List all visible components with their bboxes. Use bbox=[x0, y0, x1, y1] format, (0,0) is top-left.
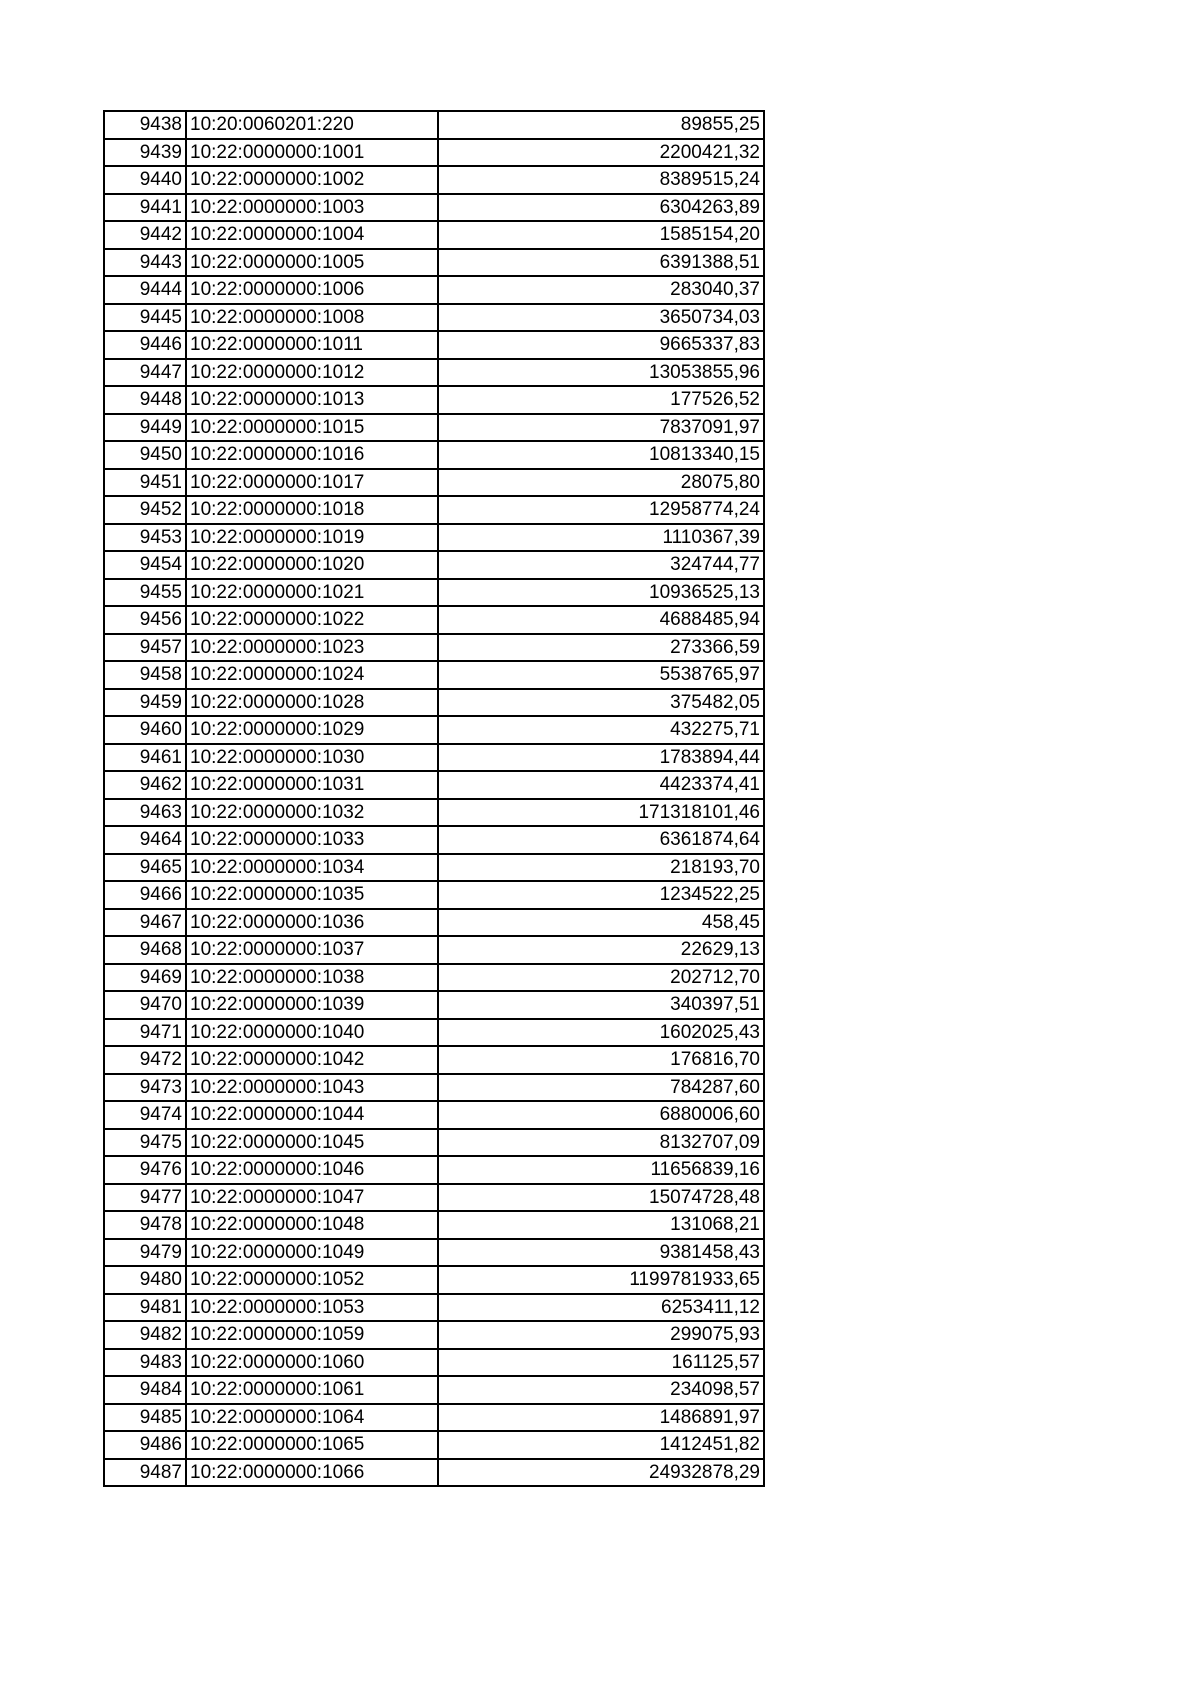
table-row bbox=[104, 1321, 764, 1349]
cadastral-number-cell: 10:22:0000000:1065 bbox=[186, 1431, 438, 1459]
value-cell: 10936525,13 bbox=[438, 579, 764, 607]
cadastral-number-cell: 10:22:0000000:1060 bbox=[186, 1349, 438, 1377]
row-number-cell: 9479 bbox=[104, 1239, 186, 1267]
table-row bbox=[104, 139, 764, 167]
row-number-cell: 9444 bbox=[104, 276, 186, 304]
value-cell: 1585154,20 bbox=[438, 221, 764, 249]
value-cell: 1110367,39 bbox=[438, 524, 764, 552]
row-number-cell: 9465 bbox=[104, 854, 186, 882]
table-row bbox=[104, 1266, 764, 1294]
cadastral-number-cell: 10:22:0000000:1004 bbox=[186, 221, 438, 249]
table-row bbox=[104, 496, 764, 524]
value-cell: 9665337,83 bbox=[438, 331, 764, 359]
value-cell: 11656839,16 bbox=[438, 1156, 764, 1184]
value-cell: 234098,57 bbox=[438, 1376, 764, 1404]
table-row bbox=[104, 1431, 764, 1459]
cadastral-number-cell: 10:22:0000000:1018 bbox=[186, 496, 438, 524]
value-cell: 4688485,94 bbox=[438, 606, 764, 634]
cadastral-number-cell: 10:22:0000000:1037 bbox=[186, 936, 438, 964]
value-cell: 1234522,25 bbox=[438, 881, 764, 909]
cadastral-number-cell: 10:22:0000000:1002 bbox=[186, 166, 438, 194]
table-row bbox=[104, 634, 764, 662]
row-number-cell: 9443 bbox=[104, 249, 186, 277]
value-cell: 432275,71 bbox=[438, 716, 764, 744]
row-number-cell: 9466 bbox=[104, 881, 186, 909]
cadastral-number-cell: 10:22:0000000:1006 bbox=[186, 276, 438, 304]
value-cell: 1602025,43 bbox=[438, 1019, 764, 1047]
cadastral-number-cell: 10:22:0000000:1061 bbox=[186, 1376, 438, 1404]
row-number-cell: 9470 bbox=[104, 991, 186, 1019]
value-cell: 4423374,41 bbox=[438, 771, 764, 799]
table-row bbox=[104, 1046, 764, 1074]
cadastral-number-cell: 10:22:0000000:1016 bbox=[186, 441, 438, 469]
row-number-cell: 9472 bbox=[104, 1046, 186, 1074]
value-cell: 1783894,44 bbox=[438, 744, 764, 772]
table-row bbox=[104, 826, 764, 854]
row-number-cell: 9445 bbox=[104, 304, 186, 332]
value-cell: 22629,13 bbox=[438, 936, 764, 964]
value-cell: 7837091,97 bbox=[438, 414, 764, 442]
table-row bbox=[104, 1156, 764, 1184]
cadastral-number-cell: 10:22:0000000:1042 bbox=[186, 1046, 438, 1074]
cadastral-number-cell: 10:22:0000000:1053 bbox=[186, 1294, 438, 1322]
cadastral-number-cell: 10:22:0000000:1045 bbox=[186, 1129, 438, 1157]
row-number-cell: 9469 bbox=[104, 964, 186, 992]
table-row bbox=[104, 1294, 764, 1322]
cadastral-number-cell: 10:22:0000000:1064 bbox=[186, 1404, 438, 1432]
row-number-cell: 9475 bbox=[104, 1129, 186, 1157]
cadastral-number-cell: 10:22:0000000:1039 bbox=[186, 991, 438, 1019]
table-row bbox=[104, 661, 764, 689]
table-row bbox=[104, 1376, 764, 1404]
value-cell: 6880006,60 bbox=[438, 1101, 764, 1129]
value-cell: 177526,52 bbox=[438, 386, 764, 414]
table-row bbox=[104, 441, 764, 469]
registry-table-body bbox=[104, 111, 764, 1486]
value-cell: 202712,70 bbox=[438, 964, 764, 992]
row-number-cell: 9474 bbox=[104, 1101, 186, 1129]
value-cell: 6391388,51 bbox=[438, 249, 764, 277]
table-row bbox=[104, 469, 764, 497]
cadastral-number-cell: 10:22:0000000:1023 bbox=[186, 634, 438, 662]
cadastral-number-cell: 10:22:0000000:1024 bbox=[186, 661, 438, 689]
row-number-cell: 9440 bbox=[104, 166, 186, 194]
cadastral-number-cell: 10:22:0000000:1066 bbox=[186, 1459, 438, 1487]
value-cell: 12958774,24 bbox=[438, 496, 764, 524]
table-row bbox=[104, 524, 764, 552]
row-number-cell: 9449 bbox=[104, 414, 186, 442]
table-row bbox=[104, 194, 764, 222]
table-row bbox=[104, 716, 764, 744]
table-row bbox=[104, 166, 764, 194]
cadastral-number-cell: 10:22:0000000:1059 bbox=[186, 1321, 438, 1349]
row-number-cell: 9487 bbox=[104, 1459, 186, 1487]
value-cell: 218193,70 bbox=[438, 854, 764, 882]
value-cell: 3650734,03 bbox=[438, 304, 764, 332]
cadastral-number-cell: 10:22:0000000:1031 bbox=[186, 771, 438, 799]
row-number-cell: 9482 bbox=[104, 1321, 186, 1349]
cadastral-number-cell: 10:22:0000000:1049 bbox=[186, 1239, 438, 1267]
value-cell: 171318101,46 bbox=[438, 799, 764, 827]
cadastral-number-cell: 10:22:0000000:1012 bbox=[186, 359, 438, 387]
value-cell: 283040,37 bbox=[438, 276, 764, 304]
row-number-cell: 9462 bbox=[104, 771, 186, 799]
cadastral-number-cell: 10:22:0000000:1036 bbox=[186, 909, 438, 937]
cadastral-number-cell: 10:22:0000000:1005 bbox=[186, 249, 438, 277]
value-cell: 89855,25 bbox=[438, 111, 764, 139]
registry-table bbox=[103, 110, 765, 1487]
table-row bbox=[104, 1459, 764, 1487]
table-row bbox=[104, 1211, 764, 1239]
row-number-cell: 9476 bbox=[104, 1156, 186, 1184]
row-number-cell: 9478 bbox=[104, 1211, 186, 1239]
table-row bbox=[104, 1129, 764, 1157]
cadastral-number-cell: 10:22:0000000:1047 bbox=[186, 1184, 438, 1212]
table-row bbox=[104, 1349, 764, 1377]
table-row bbox=[104, 221, 764, 249]
row-number-cell: 9459 bbox=[104, 689, 186, 717]
row-number-cell: 9468 bbox=[104, 936, 186, 964]
table-row bbox=[104, 1101, 764, 1129]
cadastral-number-cell: 10:22:0000000:1029 bbox=[186, 716, 438, 744]
table-row bbox=[104, 909, 764, 937]
value-cell: 10813340,15 bbox=[438, 441, 764, 469]
table-row bbox=[104, 881, 764, 909]
cadastral-number-cell: 10:22:0000000:1017 bbox=[186, 469, 438, 497]
row-number-cell: 9480 bbox=[104, 1266, 186, 1294]
row-number-cell: 9450 bbox=[104, 441, 186, 469]
row-number-cell: 9456 bbox=[104, 606, 186, 634]
table-row bbox=[104, 1184, 764, 1212]
row-number-cell: 9451 bbox=[104, 469, 186, 497]
row-number-cell: 9460 bbox=[104, 716, 186, 744]
cadastral-number-cell: 10:22:0000000:1043 bbox=[186, 1074, 438, 1102]
value-cell: 273366,59 bbox=[438, 634, 764, 662]
table-row bbox=[104, 854, 764, 882]
row-number-cell: 9461 bbox=[104, 744, 186, 772]
table-row bbox=[104, 936, 764, 964]
table-row bbox=[104, 414, 764, 442]
table-row bbox=[104, 276, 764, 304]
table-row bbox=[104, 799, 764, 827]
value-cell: 340397,51 bbox=[438, 991, 764, 1019]
cadastral-number-cell: 10:22:0000000:1033 bbox=[186, 826, 438, 854]
value-cell: 1412451,82 bbox=[438, 1431, 764, 1459]
table-row bbox=[104, 331, 764, 359]
cadastral-number-cell: 10:22:0000000:1020 bbox=[186, 551, 438, 579]
cadastral-number-cell: 10:22:0000000:1034 bbox=[186, 854, 438, 882]
row-number-cell: 9439 bbox=[104, 139, 186, 167]
table-row bbox=[104, 359, 764, 387]
table-row bbox=[104, 304, 764, 332]
table-row bbox=[104, 744, 764, 772]
table-row bbox=[104, 1239, 764, 1267]
value-cell: 13053855,96 bbox=[438, 359, 764, 387]
row-number-cell: 9452 bbox=[104, 496, 186, 524]
value-cell: 375482,05 bbox=[438, 689, 764, 717]
value-cell: 15074728,48 bbox=[438, 1184, 764, 1212]
row-number-cell: 9448 bbox=[104, 386, 186, 414]
row-number-cell: 9483 bbox=[104, 1349, 186, 1377]
row-number-cell: 9484 bbox=[104, 1376, 186, 1404]
table-row bbox=[104, 249, 764, 277]
cadastral-number-cell: 10:22:0000000:1015 bbox=[186, 414, 438, 442]
cadastral-number-cell: 10:20:0060201:220 bbox=[186, 111, 438, 139]
table-row bbox=[104, 579, 764, 607]
value-cell: 176816,70 bbox=[438, 1046, 764, 1074]
table-row bbox=[104, 964, 764, 992]
row-number-cell: 9467 bbox=[104, 909, 186, 937]
row-number-cell: 9471 bbox=[104, 1019, 186, 1047]
row-number-cell: 9454 bbox=[104, 551, 186, 579]
row-number-cell: 9463 bbox=[104, 799, 186, 827]
cadastral-number-cell: 10:22:0000000:1008 bbox=[186, 304, 438, 332]
cadastral-number-cell: 10:22:0000000:1011 bbox=[186, 331, 438, 359]
row-number-cell: 9457 bbox=[104, 634, 186, 662]
table-row bbox=[104, 1404, 764, 1432]
table-row bbox=[104, 551, 764, 579]
table-row bbox=[104, 606, 764, 634]
value-cell: 131068,21 bbox=[438, 1211, 764, 1239]
row-number-cell: 9485 bbox=[104, 1404, 186, 1432]
row-number-cell: 9438 bbox=[104, 111, 186, 139]
row-number-cell: 9455 bbox=[104, 579, 186, 607]
row-number-cell: 9477 bbox=[104, 1184, 186, 1212]
row-number-cell: 9446 bbox=[104, 331, 186, 359]
cadastral-number-cell: 10:22:0000000:1021 bbox=[186, 579, 438, 607]
table-row bbox=[104, 1019, 764, 1047]
table-row bbox=[104, 991, 764, 1019]
cadastral-number-cell: 10:22:0000000:1001 bbox=[186, 139, 438, 167]
cadastral-number-cell: 10:22:0000000:1022 bbox=[186, 606, 438, 634]
row-number-cell: 9442 bbox=[104, 221, 186, 249]
cadastral-number-cell: 10:22:0000000:1038 bbox=[186, 964, 438, 992]
row-number-cell: 9441 bbox=[104, 194, 186, 222]
table-row bbox=[104, 1074, 764, 1102]
cadastral-number-cell: 10:22:0000000:1032 bbox=[186, 799, 438, 827]
value-cell: 9381458,43 bbox=[438, 1239, 764, 1267]
value-cell: 6361874,64 bbox=[438, 826, 764, 854]
table-row bbox=[104, 386, 764, 414]
value-cell: 2200421,32 bbox=[438, 139, 764, 167]
row-number-cell: 9458 bbox=[104, 661, 186, 689]
cadastral-number-cell: 10:22:0000000:1052 bbox=[186, 1266, 438, 1294]
value-cell: 24932878,29 bbox=[438, 1459, 764, 1487]
row-number-cell: 9473 bbox=[104, 1074, 186, 1102]
cadastral-number-cell: 10:22:0000000:1019 bbox=[186, 524, 438, 552]
cadastral-number-cell: 10:22:0000000:1003 bbox=[186, 194, 438, 222]
cadastral-number-cell: 10:22:0000000:1013 bbox=[186, 386, 438, 414]
value-cell: 6253411,12 bbox=[438, 1294, 764, 1322]
value-cell: 1486891,97 bbox=[438, 1404, 764, 1432]
cadastral-number-cell: 10:22:0000000:1028 bbox=[186, 689, 438, 717]
value-cell: 8389515,24 bbox=[438, 166, 764, 194]
cadastral-number-cell: 10:22:0000000:1046 bbox=[186, 1156, 438, 1184]
value-cell: 5538765,97 bbox=[438, 661, 764, 689]
cadastral-number-cell: 10:22:0000000:1048 bbox=[186, 1211, 438, 1239]
row-number-cell: 9453 bbox=[104, 524, 186, 552]
value-cell: 28075,80 bbox=[438, 469, 764, 497]
row-number-cell: 9447 bbox=[104, 359, 186, 387]
value-cell: 8132707,09 bbox=[438, 1129, 764, 1157]
row-number-cell: 9464 bbox=[104, 826, 186, 854]
value-cell: 324744,77 bbox=[438, 551, 764, 579]
row-number-cell: 9486 bbox=[104, 1431, 186, 1459]
value-cell: 161125,57 bbox=[438, 1349, 764, 1377]
value-cell: 299075,93 bbox=[438, 1321, 764, 1349]
value-cell: 458,45 bbox=[438, 909, 764, 937]
value-cell: 784287,60 bbox=[438, 1074, 764, 1102]
table-row bbox=[104, 111, 764, 139]
table-row bbox=[104, 689, 764, 717]
cadastral-number-cell: 10:22:0000000:1044 bbox=[186, 1101, 438, 1129]
value-cell: 6304263,89 bbox=[438, 194, 764, 222]
cadastral-number-cell: 10:22:0000000:1040 bbox=[186, 1019, 438, 1047]
value-cell: 1199781933,65 bbox=[438, 1266, 764, 1294]
row-number-cell: 9481 bbox=[104, 1294, 186, 1322]
cadastral-number-cell: 10:22:0000000:1035 bbox=[186, 881, 438, 909]
table-row bbox=[104, 771, 764, 799]
cadastral-number-cell: 10:22:0000000:1030 bbox=[186, 744, 438, 772]
